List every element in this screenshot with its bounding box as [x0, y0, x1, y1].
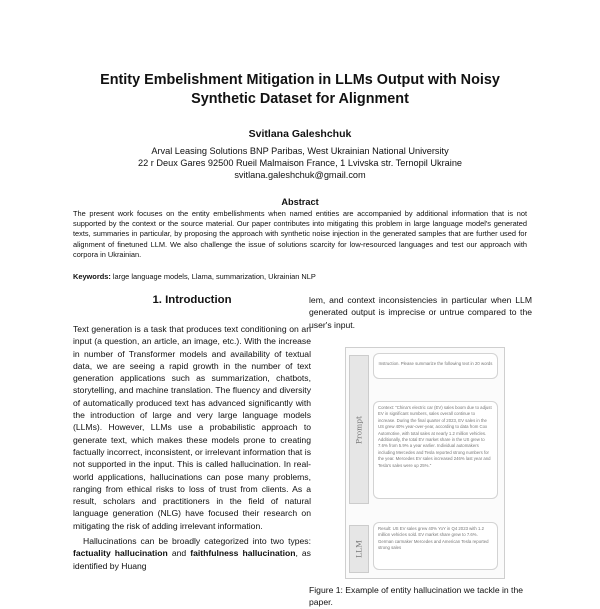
affiliation-line-1: Arval Leasing Solutions BNP Paribas, West Ukrainian National University	[151, 146, 449, 156]
paper-title	[40, 71, 560, 109]
intro-p2-start: Hallucinations can be broadly categorized into two types:	[83, 536, 311, 547]
title-line-2: Synthetic Dataset for Alignment	[191, 91, 409, 107]
llm-label-bar	[349, 525, 369, 573]
term-faithfulness-hallucination: faithfulness hallucination	[190, 548, 296, 559]
intro-paragraph-1: Text generation is a task that produces text conditioning on an input (a question, an article, an image, etc.). With the increase in number of Transformer models and availability of textual data, we are seeing a rapid growth in the number of text generation applications such as summarization, chatbots, storytelling, and machine translation. The fluency and diversity of automatically produced text has advanced significantly with the introduction of large and very large language models (LLMs). However, LLMs use a probabilistic approach to generate text, which makes these models prone to creating factually incorrect, inconsistent, or irrelevant information that is not supported in the input. This is called hallucination. In real-world applications, hallucinations can pose many problems, ranging from ethical risks to loss of trust from clients. As a result, scholars and practitioners in the field of natural language generation (NLG) have focused their research on mitigating the risk of adding irrelevant information.	[73, 324, 311, 531]
instruction-box: Instruction. Please summarize the following text in 20 words	[373, 353, 498, 379]
keywords	[73, 272, 316, 281]
abstract-text: The present work focuses on the entity embellishments when named entities are accompanied by additional information that is not supported by the context or the source material. Our paper contributes into mitigating this problem in large language model's generated texts, summaries in particular, by proposing the approach with synthetic noise injection in the generated samples that are further used for alignment of finetuned LLM. We also challenge the issue of solutions scarcity for low-resourced languages and test our approach with corpora in Ukrainian.	[73, 209, 527, 259]
intro-paragraph-2	[73, 535, 311, 572]
context-box: Context: "China's electric car (EV) sales boom due to adjust EV in significant numbers, sales overall continue to increase. During the final quarter of 2023, EV sales in the US grew 40% year-over-year, according to data from Cox Automotive, with total sales at nearly 1.2 million vehicles. Additionally, the total EV market share in the US grew to 7.6% from 5.9% a year earlier. Individual automakers including Mercedes and Tesla reported strong numbers for the year. Mercedes EV sales increased 246% last year and Tesla's sales were up 25%."	[373, 401, 498, 499]
title-line-1: Entity Embelishment Mitigation in LLMs Output with Noisy	[100, 72, 500, 88]
abstract-heading: Abstract	[281, 197, 319, 207]
prompt-label: Prompt	[354, 415, 364, 444]
author-email: svitlana.galeshchuk@gmail.com	[234, 170, 366, 180]
prompt-label-bar	[349, 355, 369, 504]
keywords-label: Keywords:	[73, 272, 111, 281]
section-heading-introduction: 1. Introduction	[152, 294, 232, 306]
term-factuality-hallucination: factuality hallucination	[73, 548, 168, 559]
figure-1	[345, 347, 505, 577]
figure-caption: Figure 1: Example of entity hallucination we tackle in the paper.	[309, 585, 524, 608]
affiliation-line-2: 22 r Deux Gares 92500 Rueil Malmaison France, 1 Lvivska str. Ternopil Ukraine	[137, 158, 463, 168]
intro-p2-and: and	[167, 548, 191, 559]
result-box: Result: US EV sales grew 40% YoY in Q4 2023 with 1.2 million vehicles sold. EV market share grew to 7.6%. German carmaker Mercedes and American Tesla reported strong sales	[373, 522, 498, 570]
keywords-list: large language models, Llama, summarization, Ukrainian NLP	[112, 272, 316, 281]
right-column	[309, 294, 532, 331]
left-column	[73, 323, 311, 572]
intro-p2-end: , as identified by Huang	[73, 548, 311, 571]
llm-label: LLM	[354, 540, 364, 558]
right-column-text: lem, and context inconsistencies in particular when LLM generated output is imprecise or untrue compared to the user's input.	[309, 295, 532, 330]
author-name: Svitlana Galeshchuk	[248, 128, 352, 140]
